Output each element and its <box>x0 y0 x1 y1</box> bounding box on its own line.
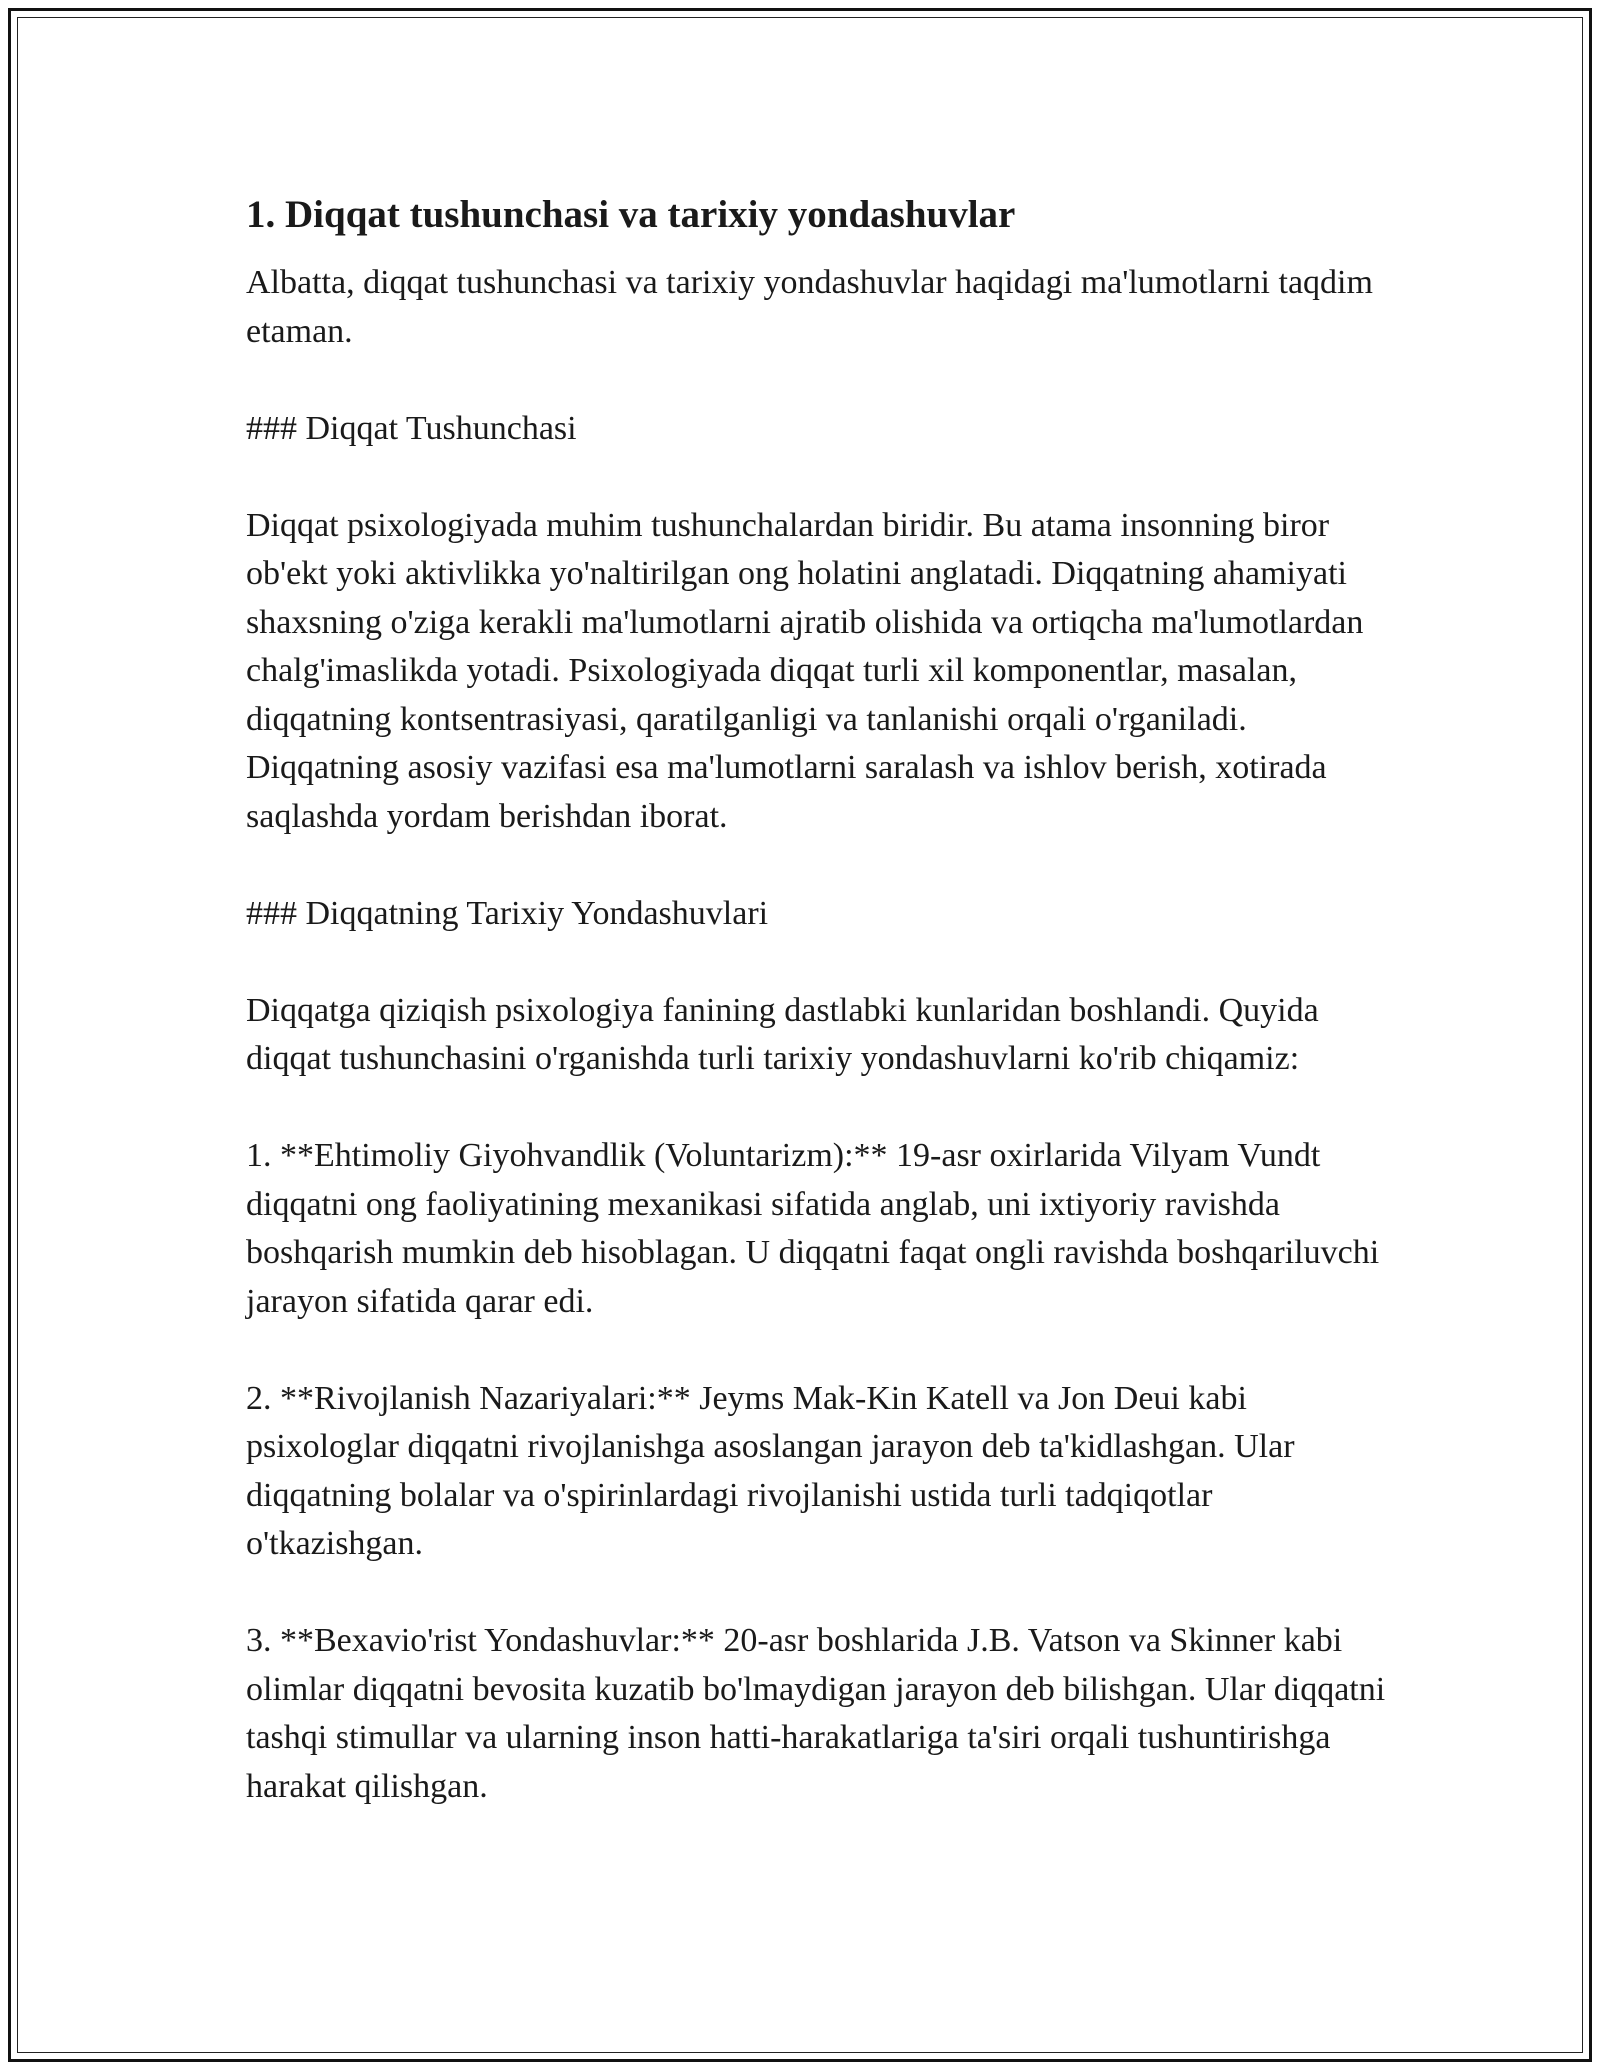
list-item-2: 2. **Rivojlanish Nazariyalari:** Jeyms Mak-Kin Katell va Jon Deui kabi psixologlar diqqatni rivojlanishga asoslangan jarayon deb ta'kidlashgan. Ular diqqatning bolalar va o'spirinlardagi rivojlanishi ustida turli tadqiqotlar o'tkazishgan. <box>246 1379 1295 1562</box>
list-item-1: 1. **Ehtimoliy Giyohvandlik (Voluntarizm):** 19-asr oxirlarida Vilyam Vundt diqqatni ong faoliyatining mexanikasi sifatida anglab, uni ixtiyoriy ravishda boshqarish mumkin deb hisoblagan. U diqqatni faqat ongli ravishda boshqariluvchi jarayon sifatida qarar edi. <box>246 1137 1380 1320</box>
document-page <box>8 8 1592 2062</box>
paragraph-history-intro: Diqqatga qiziqish psixologiya fanining dastlabki kunlaridan boshlandi. Quyida diqqat tushunchasini o'rganishda turli tarixiy yondashuvlarni ko'rib chiqamiz: <box>246 991 1319 1077</box>
list-item-3: 3. **Bexavio'rist Yondashuvlar:** 20-asr boshlarida J.B. Vatson va Skinner kabi olimlar diqqatni bevosita kuzatib bo'lmaydigan jarayon deb bilishgan. Ular diqqatni tashqi stimullar va ularning inson hatti-harakatlariga ta'siri orqali tushuntirishga harakat qilishgan. <box>246 1622 1386 1805</box>
paragraph-intro: Albatta, diqqat tushunchasi va tarixiy yondashuvlar haqidagi ma'lumotlarni taqdim etaman. <box>246 264 1373 350</box>
document-content <box>246 189 1386 1811</box>
document-title: 1. Diqqat tushunchasi va tarixiy yondashuvlar <box>246 193 1016 236</box>
heading-tarixiy-yondashuvlar: ### Diqqatning Tarixiy Yondashuvlari <box>246 894 769 932</box>
paragraph-definition: Diqqat psixologiyada muhim tushunchalardan biridir. Bu atama insonning biror ob'ekt yoki aktivlikka yo'naltirilgan ong holatini anglatadi. Diqqatning ahamiyati shaxsning o'ziga kerakli ma'lumotlarni ajratib olishida va ortiqcha ma'lumotlardan chalg'imaslikda yotadi. Psixologiyada diqqat turli xil komponentlar, masalan, diqqatning kontsentrasiyasi, qaratilganligi va tanlanishi orqali o'rganiladi. Diqqatning asosiy vazifasi esa ma'lumotlarni saralash va ishlov berish, xotirada saqlashda yordam berishdan iborat. <box>246 506 1364 835</box>
heading-diqqat-tushunchasi: ### Diqqat Tushunchasi <box>246 409 577 447</box>
